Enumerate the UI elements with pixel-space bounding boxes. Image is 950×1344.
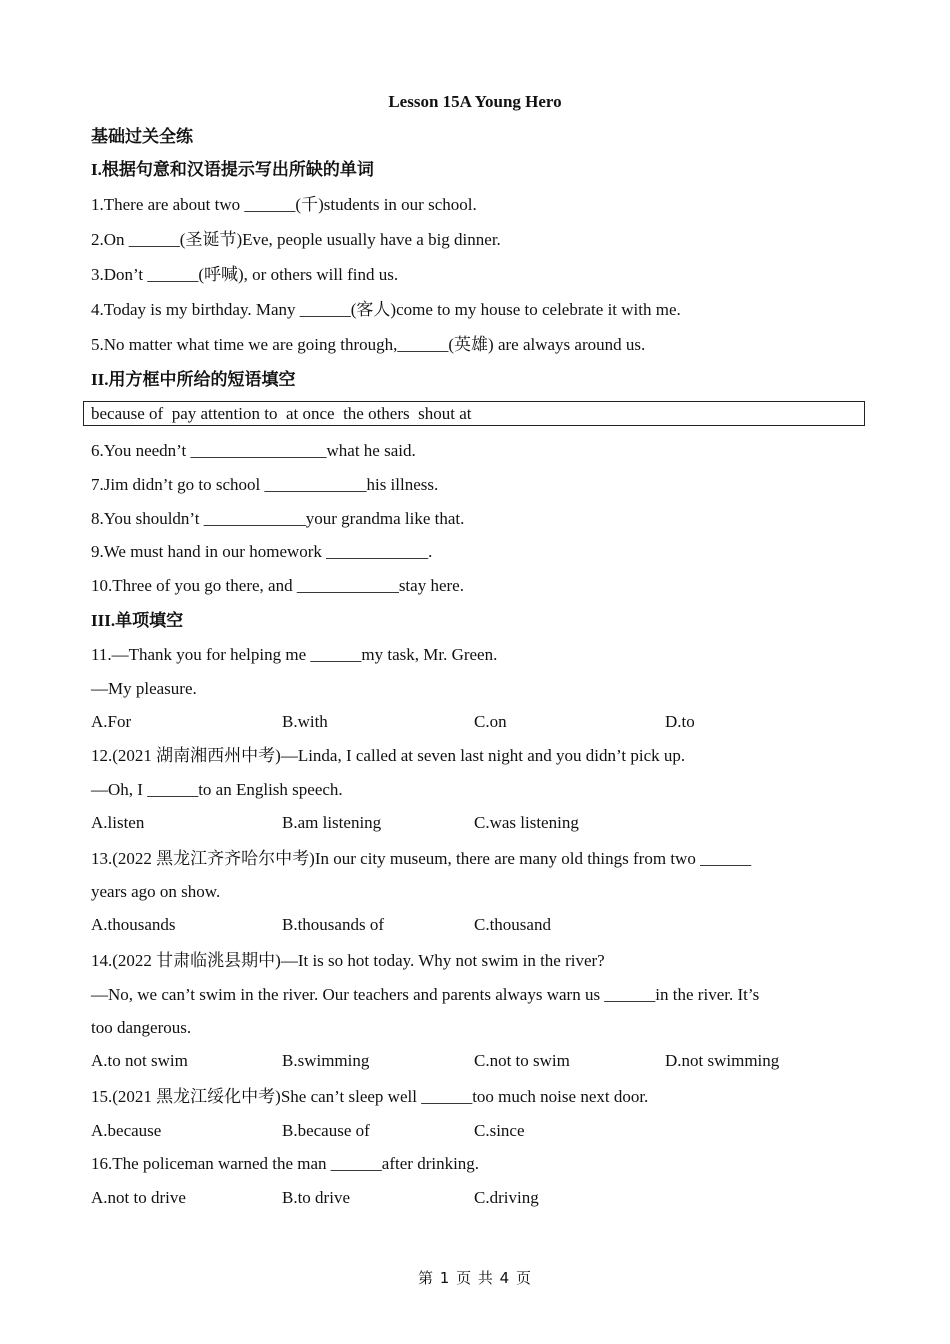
q11-option-a: A.For [91, 712, 132, 731]
question-14: 14.(2022 甘肃临洮县期中)—It is so hot today. Why not swim in the river? [91, 951, 605, 970]
section-1-numeral: I. [91, 160, 102, 179]
q14-option-d: D.not swimming [665, 1051, 780, 1070]
question-3: 3.Don’t ______(呼喊), or others will find us. [91, 265, 399, 284]
section-main-heading: 基础过关全练 [91, 127, 193, 147]
question-16: 16.The policeman warned the man ______after drinking. [91, 1154, 480, 1173]
q14-option-b: B.swimming [282, 1051, 370, 1070]
section-2-heading [91, 369, 295, 391]
question-2: 2.On ______(圣诞节)Eve, people usually have a big dinner. [91, 230, 501, 249]
q13-option-c: C.thousand [474, 915, 551, 934]
question-1: 1.There are about two ______(千)students in our school. [91, 195, 477, 214]
q16-option-b: B.to drive [282, 1188, 350, 1207]
q12-option-c: C.was listening [474, 813, 579, 832]
question-4: 4.Today is my birthday. Many ______(客人)come to my house to celebrate it with me. [91, 300, 681, 319]
question-14-reply: —No, we can’t swim in the river. Our teachers and parents always warn us ______in the river. It’s [91, 985, 760, 1004]
q11-option-d: D.to [665, 712, 695, 731]
question-15: 15.(2021 黑龙江绥化中考)She can’t sleep well ______too much noise next door. [91, 1087, 649, 1106]
question-13-cont: years ago on show. [91, 882, 221, 901]
q15-option-b: B.because of [282, 1121, 370, 1140]
q11-option-b: B.with [282, 712, 328, 731]
question-9: 9.We must hand in our homework ____________. [91, 542, 433, 561]
q12-option-a: A.listen [91, 813, 145, 832]
page-footer: 第 1 页 共 4 页 [418, 1269, 532, 1287]
question-13: 13.(2022 黑龙江齐齐哈尔中考)In our city museum, there are many old things from two ______ [91, 849, 752, 868]
section-3-heading [91, 610, 183, 632]
phrase-box: because of pay attention to at once the others shout at [83, 401, 865, 426]
q15-option-c: C.since [474, 1121, 525, 1140]
section-2-title: 用方框中所给的短语填空 [108, 370, 296, 390]
q13-option-a: A.thousands [91, 915, 176, 934]
q15-option-a: A.because [91, 1121, 162, 1140]
q14-option-a: A.to not swim [91, 1051, 188, 1070]
section-1-heading [91, 159, 374, 181]
section-3-title: 单项填空 [115, 611, 184, 631]
q16-option-a: A.not to drive [91, 1188, 186, 1207]
question-7: 7.Jim didn’t go to school ____________his illness. [91, 475, 439, 494]
q14-option-c: C.not to swim [474, 1051, 570, 1070]
question-11-reply: —My pleasure. [91, 679, 197, 698]
q12-option-b: B.am listening [282, 813, 382, 832]
question-11: 11.—Thank you for helping me ______my task, Mr. Green. [91, 645, 498, 664]
question-8: 8.You shouldn’t ____________your grandma like that. [91, 509, 465, 528]
section-1-title: 根据句意和汉语提示写出所缺的单词 [101, 160, 374, 180]
question-12-reply: —Oh, I ______to an English speech. [91, 780, 343, 799]
section-3-numeral: III. [91, 611, 116, 630]
section-2-numeral: II. [91, 370, 109, 389]
question-14-cont: too dangerous. [91, 1018, 192, 1037]
question-6: 6.You needn’t ________________what he said. [91, 441, 416, 460]
question-10: 10.Three of you go there, and ____________stay here. [91, 576, 464, 595]
q11-option-c: C.on [474, 712, 507, 731]
question-5: 5.No matter what time we are going through,______(英雄) are always around us. [91, 335, 646, 354]
lesson-title: Lesson 15A Young Hero [388, 92, 562, 111]
question-12: 12.(2021 湖南湘西州中考)—Linda, I called at seven last night and you didn’t pick up. [91, 746, 686, 765]
q16-option-c: C.driving [474, 1188, 539, 1207]
q13-option-b: B.thousands of [282, 915, 384, 934]
